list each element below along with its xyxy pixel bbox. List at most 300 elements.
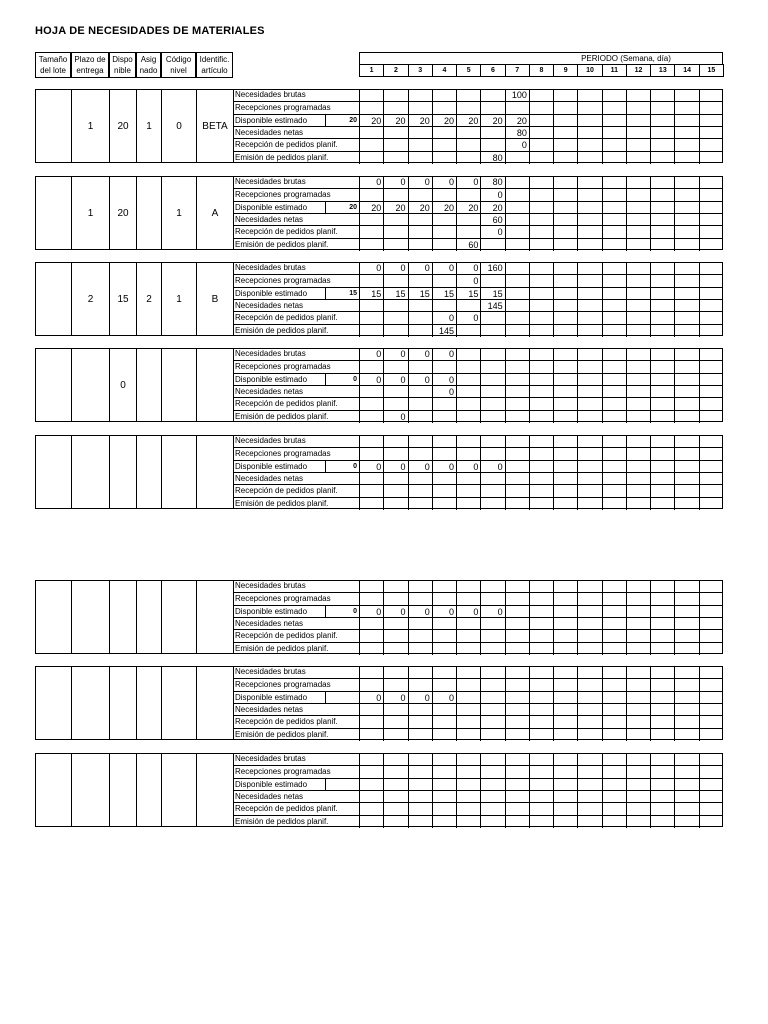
grid-cell xyxy=(383,397,407,410)
grid-cell xyxy=(432,410,456,423)
grid-cell xyxy=(626,151,650,164)
grid-cell xyxy=(529,114,553,127)
grid-cell xyxy=(480,360,504,373)
grid-cell xyxy=(699,447,723,460)
grid-cell xyxy=(650,642,674,655)
grid-cell xyxy=(626,89,650,102)
grid-cell xyxy=(480,89,504,102)
grid-cell: 0 xyxy=(383,348,407,361)
grid-cell xyxy=(408,225,432,238)
grid-cell xyxy=(650,778,674,791)
grid-cell: 0 xyxy=(432,373,456,386)
header-line-2: del lote xyxy=(40,66,66,75)
mrp-block xyxy=(35,262,723,336)
grid-cell xyxy=(674,138,698,151)
grid-cell xyxy=(505,360,529,373)
grid-cell xyxy=(699,274,723,287)
grid-cell xyxy=(529,691,553,704)
block-field-2 xyxy=(71,348,110,422)
grid-cell xyxy=(408,397,432,410)
grid-cell xyxy=(699,691,723,704)
grid-cell xyxy=(553,176,577,189)
grid-cell xyxy=(650,617,674,630)
grid-cell xyxy=(699,299,723,312)
grid-cell xyxy=(602,715,626,728)
grid-cell xyxy=(602,373,626,386)
grid-cell xyxy=(626,715,650,728)
grid-cell xyxy=(408,592,432,605)
grid-cell xyxy=(383,753,407,766)
grid-cell xyxy=(505,324,529,337)
grid-cell xyxy=(505,201,529,214)
grid-cell xyxy=(359,617,383,630)
grid-cell xyxy=(505,373,529,386)
row-label: Necesidades netas xyxy=(233,213,360,226)
grid-cell xyxy=(359,299,383,312)
grid-cell xyxy=(553,642,577,655)
grid-cell xyxy=(577,715,601,728)
row-label: Necesidades netas xyxy=(233,703,360,716)
grid-cell xyxy=(602,151,626,164)
grid-cell xyxy=(674,360,698,373)
grid-cell: 0 xyxy=(408,605,432,618)
grid-cell xyxy=(553,348,577,361)
grid-cell xyxy=(480,753,504,766)
grid-cell xyxy=(505,188,529,201)
grid-cell xyxy=(674,114,698,127)
grid-cell xyxy=(408,472,432,485)
grid-cell xyxy=(577,460,601,473)
grid-cell xyxy=(383,238,407,251)
grid-cell xyxy=(699,287,723,300)
grid-cell xyxy=(650,360,674,373)
grid-cell xyxy=(480,778,504,791)
grid-cell xyxy=(577,605,601,618)
grid-cell xyxy=(529,138,553,151)
grid-cell xyxy=(529,225,553,238)
grid-cell: 0 xyxy=(383,373,407,386)
grid-cell xyxy=(432,151,456,164)
grid-cell xyxy=(432,447,456,460)
grid-cell xyxy=(553,114,577,127)
grid-cell xyxy=(383,629,407,642)
grid-cell: 0 xyxy=(456,460,480,473)
grid-cell xyxy=(577,765,601,778)
grid-cell xyxy=(577,703,601,716)
grid-cell xyxy=(432,815,456,828)
grid-cell: 20 xyxy=(505,114,529,127)
grid-cell xyxy=(432,617,456,630)
grid-cell xyxy=(553,497,577,510)
header-column-4 xyxy=(136,52,161,78)
grid-cell xyxy=(699,666,723,679)
block-field-6: BETA xyxy=(196,89,234,163)
grid-cell xyxy=(602,188,626,201)
grid-cell xyxy=(553,188,577,201)
grid-cell xyxy=(408,89,432,102)
grid-cell xyxy=(529,802,553,815)
block-field-1 xyxy=(35,435,72,509)
grid-cell xyxy=(553,765,577,778)
grid-cell xyxy=(577,691,601,704)
grid-cell xyxy=(529,617,553,630)
initial-available-box: 15 xyxy=(325,287,360,300)
grid-cell xyxy=(650,311,674,324)
block-field-2: 2 xyxy=(71,262,110,336)
grid-cell xyxy=(505,410,529,423)
block-field-4 xyxy=(136,435,162,509)
grid-cell xyxy=(505,238,529,251)
grid-cell xyxy=(432,138,456,151)
mrp-block xyxy=(35,666,723,740)
row-label: Disponible estimado xyxy=(233,114,360,127)
grid-cell: 0 xyxy=(383,605,407,618)
grid-cell xyxy=(650,605,674,618)
grid-cell: 20 xyxy=(408,201,432,214)
page-title: HOJA DE NECESIDADES DE MATERIALES xyxy=(35,25,265,37)
grid-cell xyxy=(602,176,626,189)
header-line-1: Asig xyxy=(140,55,157,64)
grid-cell xyxy=(626,484,650,497)
grid-cell xyxy=(432,790,456,803)
grid-cell xyxy=(456,629,480,642)
grid-cell xyxy=(480,715,504,728)
grid-cell xyxy=(699,765,723,778)
grid-cell xyxy=(674,715,698,728)
grid-cell xyxy=(602,114,626,127)
grid-cell xyxy=(505,765,529,778)
block-field-6 xyxy=(196,348,234,422)
grid-cell: 15 xyxy=(432,287,456,300)
grid-cell xyxy=(505,435,529,448)
grid-cell: 80 xyxy=(505,126,529,139)
grid-cell xyxy=(456,435,480,448)
grid-cell xyxy=(456,89,480,102)
grid-cell xyxy=(529,274,553,287)
grid-cell xyxy=(602,629,626,642)
grid-cell xyxy=(505,397,529,410)
grid-cell xyxy=(408,580,432,593)
row-label: Disponible estimado xyxy=(233,287,360,300)
grid-cell xyxy=(602,213,626,226)
block-field-4: 1 xyxy=(136,89,162,163)
grid-cell xyxy=(408,101,432,114)
grid-cell xyxy=(432,213,456,226)
grid-cell xyxy=(432,238,456,251)
grid-cell xyxy=(577,114,601,127)
grid-cell xyxy=(553,484,577,497)
grid-cell xyxy=(505,348,529,361)
initial-available-box: 0 xyxy=(325,460,360,473)
grid-cell xyxy=(602,728,626,741)
grid-cell xyxy=(553,472,577,485)
header-line-2: nado xyxy=(139,66,158,75)
grid-cell xyxy=(626,397,650,410)
row-label: Necesidades brutas xyxy=(235,436,306,445)
row-label: Necesidades brutas xyxy=(235,263,306,272)
grid-cell xyxy=(432,225,456,238)
grid-cell xyxy=(359,89,383,102)
grid-cell xyxy=(699,629,723,642)
grid-cell xyxy=(674,373,698,386)
header-line-1: Dispo xyxy=(112,55,133,64)
block-field-4 xyxy=(136,348,162,422)
grid-cell xyxy=(383,790,407,803)
grid-cell xyxy=(408,753,432,766)
grid-cell xyxy=(699,778,723,791)
grid-cell xyxy=(699,484,723,497)
grid-cell xyxy=(408,213,432,226)
grid-cell xyxy=(383,642,407,655)
grid-cell xyxy=(383,678,407,691)
grid-cell xyxy=(408,447,432,460)
grid-cell xyxy=(529,213,553,226)
grid-cell xyxy=(602,642,626,655)
grid-cell xyxy=(699,114,723,127)
grid-cell xyxy=(699,348,723,361)
grid-cell xyxy=(456,447,480,460)
period-1: 1 xyxy=(359,64,384,77)
grid-cell xyxy=(359,753,383,766)
block-field-5: 0 xyxy=(161,89,197,163)
grid-cell xyxy=(553,385,577,398)
grid-cell: 0 xyxy=(456,176,480,189)
grid-cell xyxy=(650,790,674,803)
grid-cell xyxy=(553,311,577,324)
grid-cell xyxy=(480,484,504,497)
grid-cell xyxy=(577,666,601,679)
grid-cell xyxy=(553,580,577,593)
grid-cell xyxy=(602,802,626,815)
period-7: 7 xyxy=(505,64,530,77)
grid-cell xyxy=(674,101,698,114)
grid-cell xyxy=(674,592,698,605)
grid-cell xyxy=(674,678,698,691)
block-field-1 xyxy=(35,89,72,163)
grid-cell xyxy=(577,728,601,741)
grid-cell xyxy=(432,592,456,605)
grid-cell: 0 xyxy=(480,460,504,473)
grid-cell xyxy=(674,324,698,337)
grid-cell xyxy=(674,176,698,189)
grid-cell xyxy=(626,472,650,485)
grid-cell xyxy=(480,728,504,741)
grid-cell: 20 xyxy=(359,114,383,127)
grid-cell xyxy=(505,715,529,728)
grid-cell xyxy=(456,815,480,828)
grid-cell xyxy=(480,666,504,679)
grid-cell xyxy=(408,435,432,448)
grid-cell xyxy=(602,410,626,423)
grid-cell xyxy=(602,703,626,716)
grid-cell: 20 xyxy=(480,114,504,127)
grid-cell xyxy=(456,360,480,373)
header-line-1: Identific. xyxy=(199,55,230,64)
grid-cell xyxy=(626,274,650,287)
grid-cell xyxy=(626,580,650,593)
grid-cell xyxy=(529,435,553,448)
grid-cell xyxy=(626,790,650,803)
grid-cell xyxy=(505,311,529,324)
grid-cell: 20 xyxy=(383,114,407,127)
grid-cell xyxy=(456,385,480,398)
grid-cell xyxy=(359,213,383,226)
grid-cell xyxy=(626,238,650,251)
grid-cell xyxy=(602,678,626,691)
grid-cell xyxy=(650,753,674,766)
grid-cell xyxy=(383,311,407,324)
grid-cell xyxy=(674,287,698,300)
grid-cell xyxy=(408,188,432,201)
grid-cell xyxy=(432,678,456,691)
grid-cell xyxy=(456,225,480,238)
grid-cell xyxy=(480,435,504,448)
grid-cell xyxy=(699,126,723,139)
grid-cell xyxy=(553,447,577,460)
grid-cell xyxy=(553,397,577,410)
grid-cell: 0 xyxy=(383,691,407,704)
grid-cell xyxy=(553,324,577,337)
period-13: 13 xyxy=(650,64,675,77)
grid-cell xyxy=(359,666,383,679)
block-field-3 xyxy=(109,666,137,740)
block-field-5 xyxy=(161,666,197,740)
grid-cell: 0 xyxy=(359,348,383,361)
initial-available-box: 0 xyxy=(325,373,360,386)
grid-cell xyxy=(505,213,529,226)
grid-cell xyxy=(650,592,674,605)
row-label: Emisión de pedidos planif. xyxy=(233,238,360,251)
header-line-1: Tamaño xyxy=(38,55,68,64)
grid-cell xyxy=(480,790,504,803)
grid-cell: 0 xyxy=(432,311,456,324)
row-label: Recepción de pedidos planif. xyxy=(233,397,360,410)
grid-cell xyxy=(674,385,698,398)
grid-cell xyxy=(602,497,626,510)
block-field-1 xyxy=(35,753,72,827)
grid-cell xyxy=(480,348,504,361)
grid-cell xyxy=(505,728,529,741)
grid-cell xyxy=(456,728,480,741)
grid-cell xyxy=(674,778,698,791)
grid-cell xyxy=(602,274,626,287)
grid-cell xyxy=(602,691,626,704)
grid-cell xyxy=(602,324,626,337)
grid-cell xyxy=(505,790,529,803)
grid-cell xyxy=(602,397,626,410)
grid-cell xyxy=(505,176,529,189)
grid-cell xyxy=(699,101,723,114)
block-field-5: 1 xyxy=(161,176,197,250)
grid-cell xyxy=(650,691,674,704)
grid-cell xyxy=(650,629,674,642)
grid-cell: 20 xyxy=(432,201,456,214)
grid-cell xyxy=(650,89,674,102)
grid-cell xyxy=(505,815,529,828)
grid-cell: 0 xyxy=(480,605,504,618)
grid-cell xyxy=(529,580,553,593)
row-label: Recepción de pedidos planif. xyxy=(233,484,360,497)
row-label: Emisión de pedidos planif. xyxy=(233,151,360,164)
grid-cell xyxy=(626,592,650,605)
grid-cell xyxy=(408,790,432,803)
grid-cell xyxy=(699,497,723,510)
block-field-2 xyxy=(71,435,110,509)
grid-cell xyxy=(626,324,650,337)
grid-cell xyxy=(432,397,456,410)
mrp-block xyxy=(35,580,723,654)
grid-cell xyxy=(553,753,577,766)
grid-cell xyxy=(650,765,674,778)
grid-cell xyxy=(432,666,456,679)
grid-cell xyxy=(602,778,626,791)
initial-available-box: 20 xyxy=(325,114,360,127)
block-field-5 xyxy=(161,753,197,827)
grid-cell xyxy=(626,617,650,630)
grid-cell xyxy=(577,201,601,214)
grid-cell xyxy=(674,472,698,485)
grid-cell xyxy=(553,360,577,373)
grid-cell xyxy=(456,497,480,510)
grid-cell xyxy=(577,802,601,815)
grid-cell xyxy=(650,703,674,716)
grid-cell: 80 xyxy=(480,176,504,189)
grid-cell xyxy=(408,778,432,791)
grid-cell xyxy=(577,617,601,630)
grid-cell xyxy=(602,472,626,485)
grid-cell xyxy=(674,262,698,275)
grid-cell xyxy=(650,580,674,593)
block-field-1 xyxy=(35,666,72,740)
grid-cell xyxy=(456,765,480,778)
mrp-block xyxy=(35,435,723,509)
grid-cell xyxy=(480,678,504,691)
grid-cell: 15 xyxy=(359,287,383,300)
grid-cell xyxy=(432,89,456,102)
grid-cell xyxy=(674,447,698,460)
grid-cell xyxy=(650,188,674,201)
grid-cell xyxy=(626,666,650,679)
grid-cell: 0 xyxy=(432,176,456,189)
grid-cell xyxy=(529,89,553,102)
grid-cell xyxy=(674,642,698,655)
grid-cell: 0 xyxy=(480,188,504,201)
grid-cell xyxy=(383,815,407,828)
grid-cell: 145 xyxy=(480,299,504,312)
grid-cell xyxy=(553,435,577,448)
grid-cell xyxy=(699,138,723,151)
grid-cell xyxy=(359,311,383,324)
grid-cell xyxy=(650,126,674,139)
grid-cell xyxy=(456,410,480,423)
row-label: Recepciones programadas xyxy=(233,101,360,114)
grid-cell xyxy=(456,126,480,139)
grid-cell xyxy=(480,815,504,828)
grid-cell xyxy=(529,472,553,485)
grid-cell xyxy=(383,138,407,151)
grid-cell xyxy=(456,666,480,679)
block-field-6: A xyxy=(196,176,234,250)
grid-cell xyxy=(456,753,480,766)
grid-cell xyxy=(626,765,650,778)
grid-cell xyxy=(480,373,504,386)
grid-cell xyxy=(626,460,650,473)
grid-cell xyxy=(480,642,504,655)
grid-cell xyxy=(480,497,504,510)
grid-cell xyxy=(408,360,432,373)
grid-cell xyxy=(650,397,674,410)
block-field-6 xyxy=(196,753,234,827)
